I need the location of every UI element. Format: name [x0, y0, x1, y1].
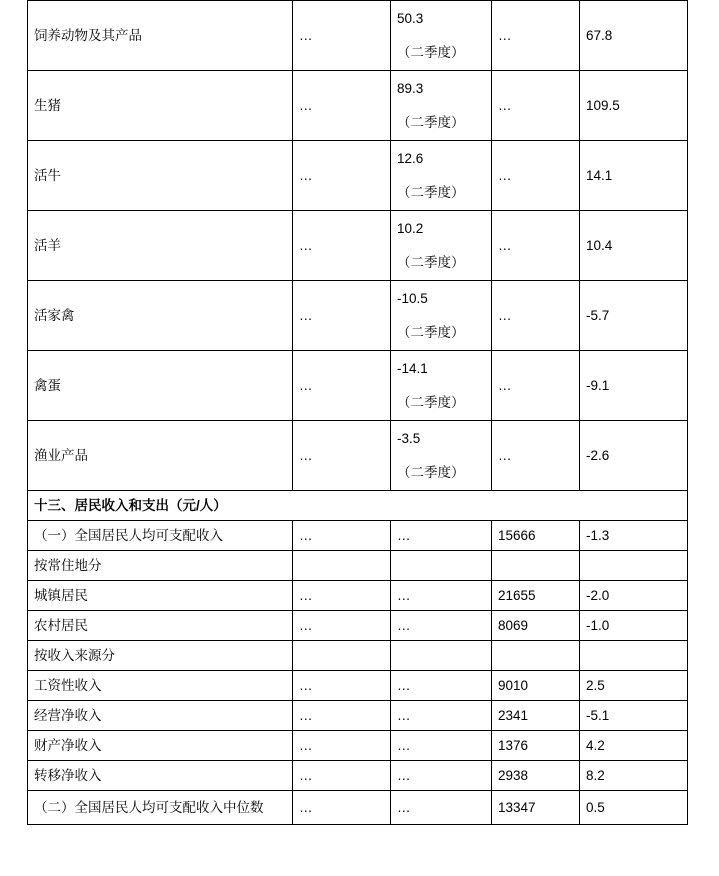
row-cell-cumulative-yoy: 8.2: [580, 761, 688, 791]
row-cell-cumulative: …: [492, 211, 580, 281]
table-row: [28, 1, 688, 71]
value-main: -10.5: [397, 290, 428, 306]
row-cell-month: …: [293, 141, 391, 211]
row-label: 转移净收入: [28, 761, 293, 791]
row-cell-cumulative-yoy: 14.1: [580, 141, 688, 211]
table-section-row: [28, 491, 688, 521]
row-cell-cumulative-yoy: [580, 641, 688, 671]
row-label: 经营净收入: [28, 701, 293, 731]
row-label: 生猪: [28, 71, 293, 141]
row-cell-cumulative: …: [492, 1, 580, 71]
row-cell-cumulative-yoy: -5.1: [580, 701, 688, 731]
row-cell-month-yoy: …: [391, 791, 492, 825]
table-row: [28, 611, 688, 641]
row-cell-cumulative: 13347: [492, 791, 580, 825]
row-cell-month-yoy: …: [391, 701, 492, 731]
row-cell-month-yoy: [391, 351, 492, 421]
value-note: （二季度）: [397, 464, 465, 480]
row-cell-cumulative-yoy: 10.4: [580, 211, 688, 281]
row-cell-month-yoy: …: [391, 611, 492, 641]
row-cell-cumulative: …: [492, 141, 580, 211]
row-cell-cumulative-yoy: 4.2: [580, 731, 688, 761]
row-cell-cumulative-yoy: 0.5: [580, 791, 688, 825]
row-cell-month-yoy: [391, 211, 492, 281]
value-note: （二季度）: [397, 324, 465, 340]
row-cell-month-yoy: …: [391, 761, 492, 791]
value-note: （二季度）: [397, 184, 465, 200]
table-row: [28, 521, 688, 551]
value-main: 12.6: [397, 150, 424, 166]
value-main: 50.3: [397, 10, 424, 26]
row-cell-month-yoy: [391, 141, 492, 211]
row-label: 工资性收入: [28, 671, 293, 701]
value-note: （二季度）: [397, 254, 465, 270]
row-cell-month: …: [293, 761, 391, 791]
value-note: （二季度）: [397, 44, 465, 60]
row-label: 城镇居民: [28, 581, 293, 611]
row-cell-cumulative-yoy: 2.5: [580, 671, 688, 701]
row-cell-cumulative: 21655: [492, 581, 580, 611]
row-cell-month: …: [293, 581, 391, 611]
row-label: 农村居民: [28, 611, 293, 641]
table-row: [28, 701, 688, 731]
row-cell-cumulative-yoy: -5.7: [580, 281, 688, 351]
row-cell-cumulative: …: [492, 421, 580, 491]
row-label: 活羊: [28, 211, 293, 281]
row-cell-cumulative-yoy: 109.5: [580, 71, 688, 141]
row-cell-month: …: [293, 421, 391, 491]
row-cell-cumulative-yoy: -2.6: [580, 421, 688, 491]
row-cell-cumulative: 8069: [492, 611, 580, 641]
table-row: [28, 351, 688, 421]
table-row: [28, 71, 688, 141]
row-cell-month: …: [293, 1, 391, 71]
row-cell-month: …: [293, 731, 391, 761]
table-row: [28, 421, 688, 491]
row-cell-cumulative: …: [492, 351, 580, 421]
row-label: 饲养动物及其产品: [28, 1, 293, 71]
row-cell-month: [293, 551, 391, 581]
row-cell-month-yoy: [391, 421, 492, 491]
row-cell-month-yoy: …: [391, 671, 492, 701]
row-cell-cumulative: 9010: [492, 671, 580, 701]
row-cell-cumulative: …: [492, 281, 580, 351]
row-cell-month-yoy: [391, 551, 492, 581]
table-row: [28, 141, 688, 211]
table-row: [28, 731, 688, 761]
row-cell-cumulative: [492, 641, 580, 671]
value-note: （二季度）: [397, 114, 465, 130]
table-row: [28, 581, 688, 611]
value-main: 89.3: [397, 80, 424, 96]
row-label: 按收入来源分: [28, 641, 293, 671]
table-row: [28, 641, 688, 671]
row-label: 渔业产品: [28, 421, 293, 491]
row-cell-month: …: [293, 701, 391, 731]
row-label: 禽蛋: [28, 351, 293, 421]
row-cell-cumulative: 2341: [492, 701, 580, 731]
row-cell-cumulative-yoy: -9.1: [580, 351, 688, 421]
value-main: 10.2: [397, 220, 424, 236]
row-cell-month-yoy: …: [391, 581, 492, 611]
row-cell-cumulative: 1376: [492, 731, 580, 761]
row-cell-month-yoy: …: [391, 521, 492, 551]
row-cell-cumulative-yoy: -1.0: [580, 611, 688, 641]
row-cell-month: …: [293, 521, 391, 551]
row-cell-month: …: [293, 351, 391, 421]
table-row: [28, 211, 688, 281]
row-cell-month: …: [293, 281, 391, 351]
table-row: [28, 761, 688, 791]
row-label: 活家禽: [28, 281, 293, 351]
row-cell-month: …: [293, 211, 391, 281]
row-label: （一）全国居民人均可支配收入: [28, 521, 293, 551]
row-label: 财产净收入: [28, 731, 293, 761]
value-main: -14.1: [397, 360, 428, 376]
table-row: [28, 791, 688, 825]
row-label: （二）全国居民人均可支配收入中位数: [28, 791, 293, 825]
table-row: [28, 281, 688, 351]
row-cell-cumulative-yoy: -2.0: [580, 581, 688, 611]
table-row: [28, 551, 688, 581]
section-header: 十三、居民收入和支出（元/人）: [28, 491, 688, 521]
row-cell-cumulative-yoy: -1.3: [580, 521, 688, 551]
row-cell-month-yoy: [391, 641, 492, 671]
row-cell-cumulative: 15666: [492, 521, 580, 551]
row-cell-cumulative: …: [492, 71, 580, 141]
row-cell-month-yoy: [391, 281, 492, 351]
statistics-table: [27, 0, 688, 825]
row-cell-cumulative: [492, 551, 580, 581]
row-cell-month: …: [293, 611, 391, 641]
row-cell-cumulative: 2938: [492, 761, 580, 791]
row-label: 按常住地分: [28, 551, 293, 581]
row-cell-month: …: [293, 671, 391, 701]
row-cell-cumulative-yoy: 67.8: [580, 1, 688, 71]
row-cell-month-yoy: …: [391, 731, 492, 761]
row-cell-cumulative-yoy: [580, 551, 688, 581]
row-cell-month-yoy: [391, 71, 492, 141]
row-cell-month: …: [293, 791, 391, 825]
value-main: -3.5: [397, 430, 421, 446]
row-cell-month: [293, 641, 391, 671]
row-cell-month-yoy: [391, 1, 492, 71]
row-cell-month: …: [293, 71, 391, 141]
row-label: 活牛: [28, 141, 293, 211]
value-note: （二季度）: [397, 394, 465, 410]
table-row: [28, 671, 688, 701]
